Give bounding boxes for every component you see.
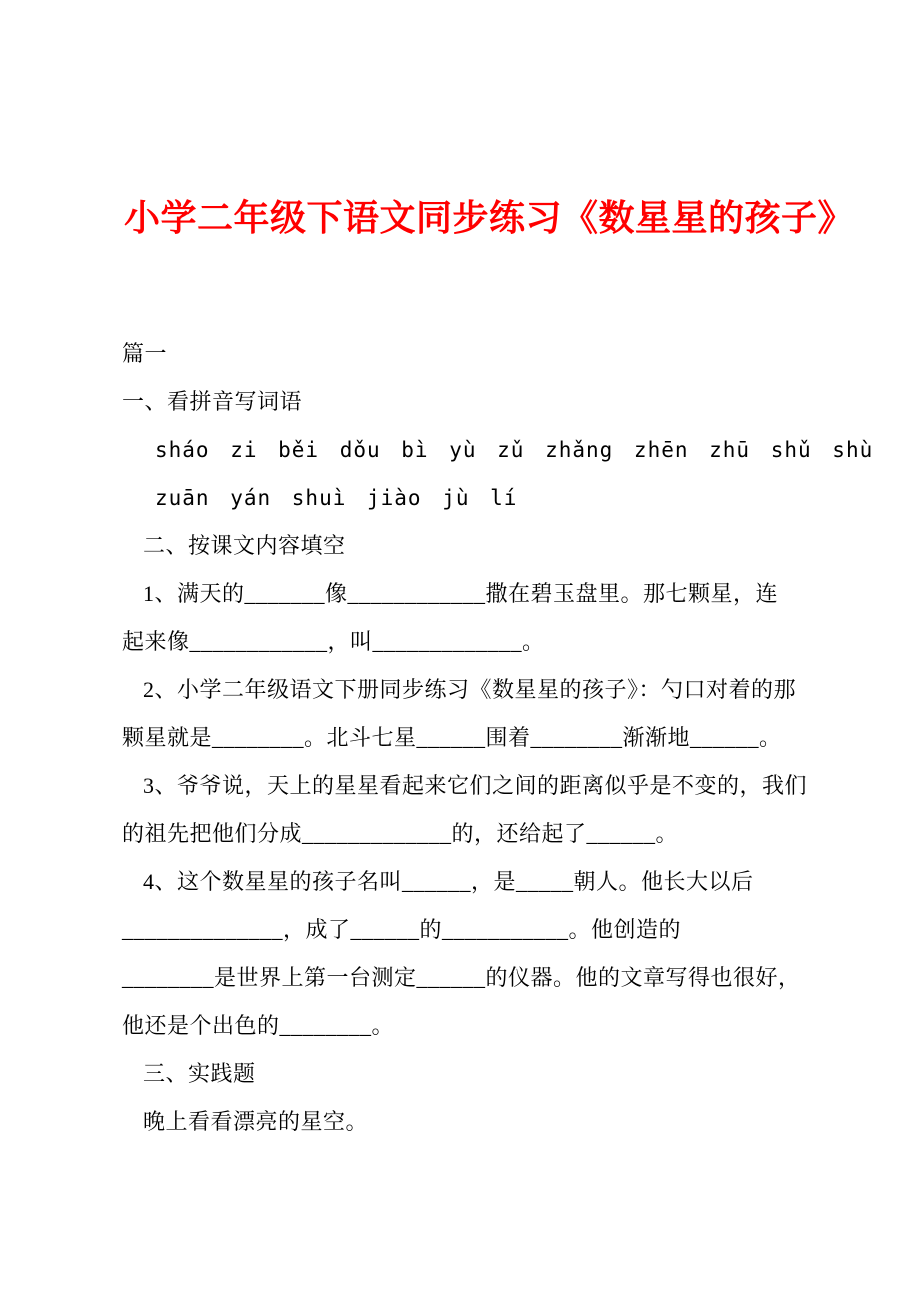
- question-4-line-3: ________是世界上第一台测定______的仪器。他的文章写得也很好，: [122, 965, 801, 990]
- document-title: 小学二年级下语文同步练习《数星星的孩子》: [124, 198, 855, 238]
- question-4-line-2: ______________，成了______的___________。他创造的: [122, 917, 682, 942]
- question-2-line-2: 颗星就是________。北斗七星______围着________渐渐地______。: [122, 725, 782, 750]
- pinyin-line-1: sháo zi běi dǒu bì yù zǔ zhǎng zhēn zhū shǔ shù: [155, 438, 874, 462]
- section-one-heading: 一、看拼音写词语: [122, 389, 303, 414]
- question-2-line-1: 2、小学二年级语文下册同步练习《数星星的孩子》：勺口对着的那: [143, 677, 797, 702]
- question-3-line-1: 3、爷爷说，天上的星星看起来它们之间的距离似乎是不变的，我们: [143, 773, 808, 798]
- practice-task-line: 晚上看看漂亮的星空。: [143, 1109, 369, 1134]
- question-4-line-1: 4、这个数星星的孩子名叫______，是_____朝人。他长大以后: [143, 869, 754, 894]
- document-body: [122, 330, 874, 1146]
- pinyin-line-2: zuān yán shuì jiào jù lí: [155, 486, 518, 510]
- heading-part-one: 篇一: [122, 341, 168, 366]
- section-three-heading: 三、实践题: [143, 1061, 256, 1086]
- question-3-line-2: 的祖先把他们分成_____________的，还给起了______。: [122, 821, 679, 846]
- question-4-line-4: 他还是个出色的________。: [122, 1013, 395, 1038]
- section-two-heading: 二、按课文内容填空: [143, 533, 346, 558]
- question-1-line-2: 起来像____________，叫_____________。: [122, 629, 545, 654]
- question-1-line-1: 1、满天的_______像____________撒在碧玉盘里。那七颗星，连: [143, 581, 779, 606]
